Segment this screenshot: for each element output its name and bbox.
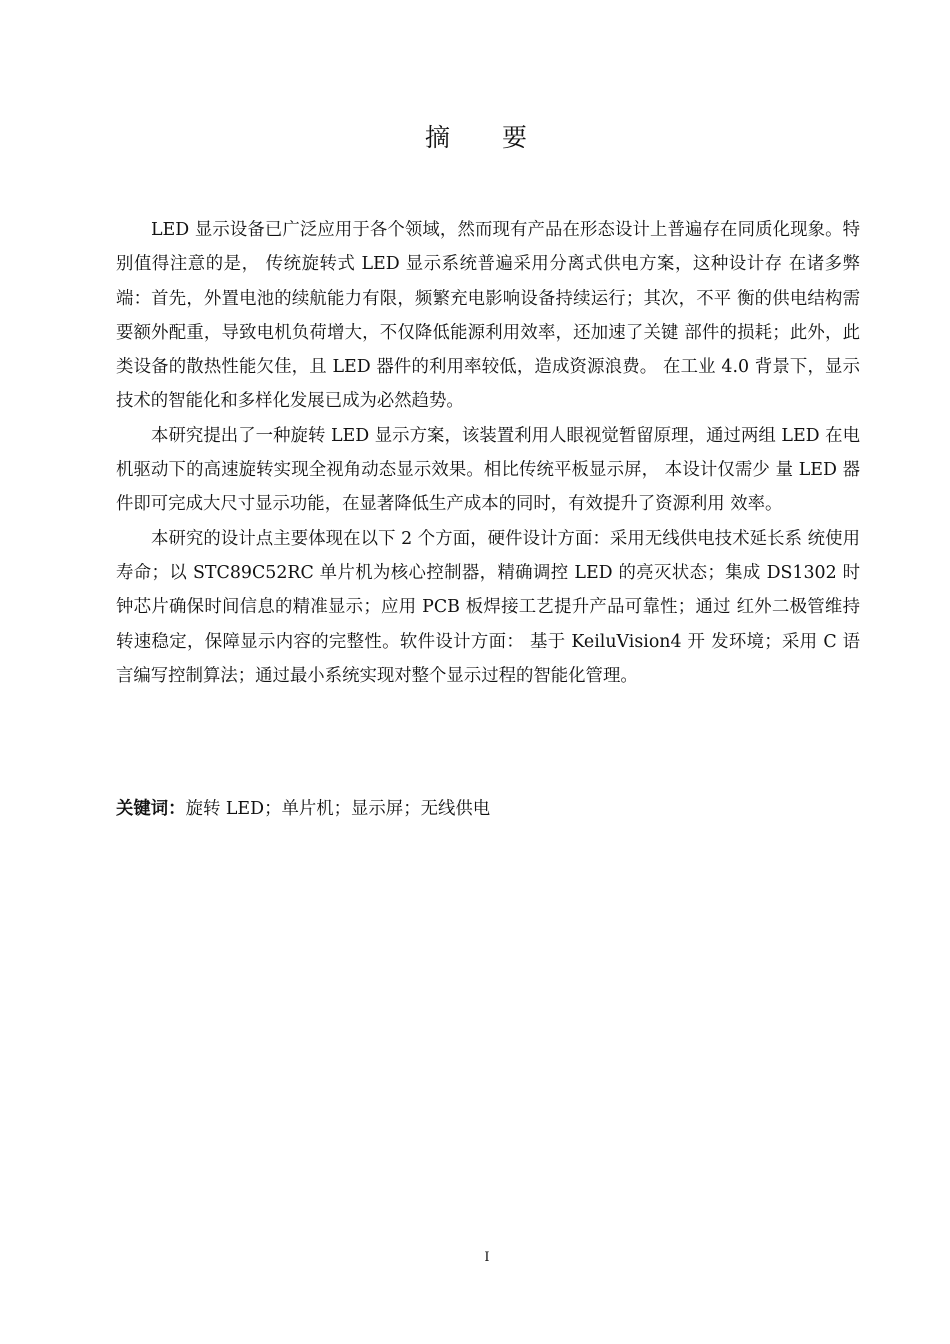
page-number: I bbox=[484, 1250, 490, 1265]
keywords-line bbox=[116, 792, 860, 826]
keywords-label: 关键词： bbox=[116, 799, 186, 819]
abstract-body bbox=[116, 213, 860, 693]
abstract-paragraph: 本研究提出了一种旋转 LED 显示方案，该装置利用人眼视觉暂留原理，通过两组 LED 在电机驱动下的高速旋转实现全视角动态显示效果。相比传统平板显示屏， 本设计仅需少 量 LED 器件即可完成大尺寸显示功能，在显著降低生产成本的同时，有效提升了资源利用 效率。 bbox=[116, 425, 860, 515]
abstract-heading: 摘 要 bbox=[425, 123, 549, 152]
abstract-paragraph: 本研究的设计点主要体现在以下 2 个方面，硬件设计方面：采用无线供电技术延长系 统使用寿命；以 STC89C52RC 单片机为核心控制器，精确调控 LED 的亮灭状态；集成 DS1302 时钟芯片确保时间信息的精准显示；应用 PCB 板焊接工艺提升产品可靠性；通过 红外二极管维持转速稳定，保障显示内容的完整性。软件设计方面： 基于 KeiluVision4 开 发环境；采用 C 语言编写控制算法；通过最小系统实现对整个显示过程的智能化管理。 bbox=[116, 528, 860, 686]
abstract-paragraph: LED 显示设备已广泛应用于各个领域，然而现有产品在形态设计上普遍存在同质化现象。特别值得注意的是， 传统旋转式 LED 显示系统普遍采用分离式供电方案，这种设计存 在诸多弊端：首先，外置电池的续航能力有限，频繁充电影响设备持续运行；其次，不平 衡的供电结构需要额外配重，导致电机负荷增大，不仅降低能源利用效率，还加速了关键 部件的损耗；此外，此类设备的散热性能欠佳，且 LED 器件的利用率较低，造成资源浪费。 在工业 4.0 背景下，显示技术的智能化和多样化发展已成为必然趋势。 bbox=[116, 220, 860, 412]
keywords-text: 旋转 LED；单片机；显示屏；无线供电 bbox=[185, 799, 491, 819]
